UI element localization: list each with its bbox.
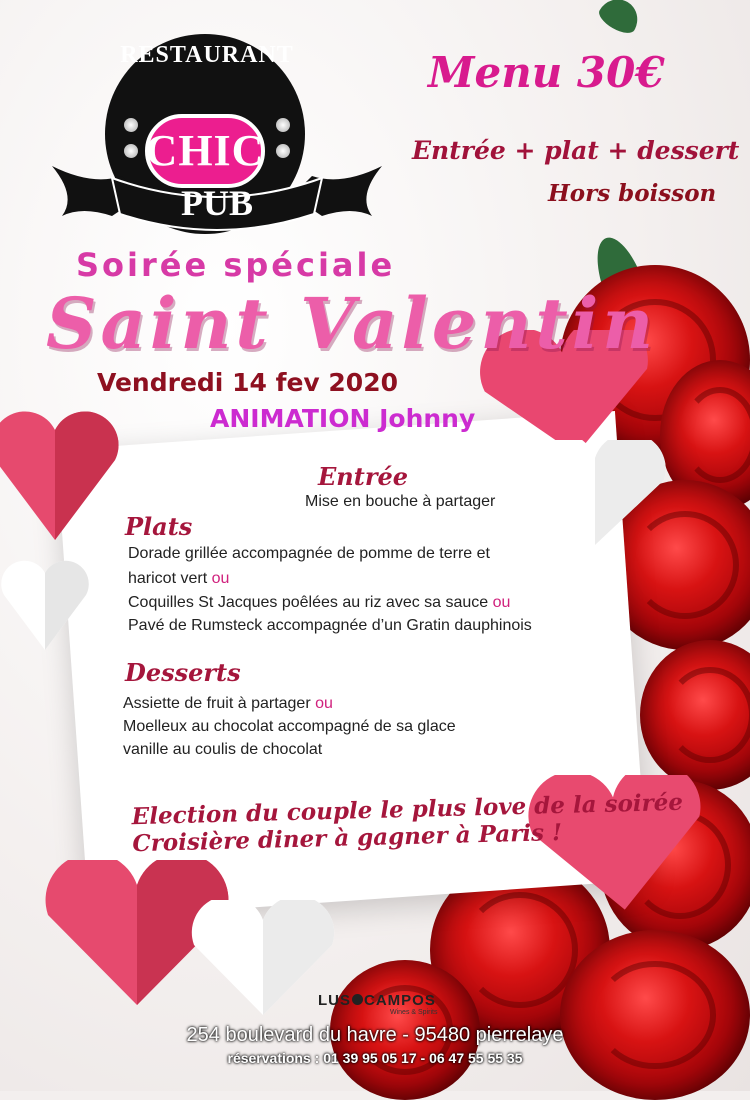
rose	[560, 930, 750, 1100]
menu-composition: Entrée + plat + dessert	[412, 136, 740, 165]
entree-title: Entrée	[318, 462, 409, 491]
plats-line-2	[128, 570, 229, 588]
footer-reservations: réservations : 01 39 95 05 17 - 06 47 55 55 35	[227, 1050, 523, 1066]
logo-pub-text: PUB	[181, 183, 253, 223]
event-date: Vendredi 14 fev 2020	[97, 368, 398, 397]
sponsor-tagline: Wines & Spirits	[390, 1009, 438, 1016]
event-subtitle: Soirée spéciale	[76, 246, 396, 284]
logo-restaurant-text: RESTAURANT	[120, 42, 294, 68]
desserts-line-3: vanille au coulis de chocolat	[123, 741, 323, 758]
white-heart	[520, 440, 670, 550]
or-word: ou	[211, 570, 230, 587]
contest-line-2: Croisière diner à gagner à Paris !	[132, 818, 563, 858]
gem-icon	[276, 118, 290, 132]
sponsor-dot-icon	[352, 994, 363, 1005]
plats-line-3-text: Coquilles St Jacques poêlées au riz avec sa sauce	[128, 594, 489, 611]
sponsor-name-right: CAMPOS	[364, 992, 436, 1009]
or-word: ou	[492, 594, 511, 611]
plats-line-2-text: haricot vert	[128, 570, 208, 587]
menu-price: Menu 30€	[428, 48, 665, 97]
plats-line-1: Dorade grillée accompagnée de pomme de terre et	[128, 545, 490, 562]
logo-chic-text: CHIC	[145, 126, 265, 175]
entree-item: Mise en bouche à partager	[305, 493, 496, 510]
or-word: ou	[315, 695, 333, 712]
desserts-line-2: Moelleux au chocolat accompagné de sa glace	[123, 718, 456, 735]
desserts-line-1	[123, 695, 333, 713]
desserts-title: Desserts	[125, 658, 241, 687]
plats-line-3	[128, 594, 510, 612]
white-heart	[0, 555, 90, 655]
event-title: Saint Valentin	[46, 282, 658, 365]
desserts-line-1-text: Assiette de fruit à partager	[123, 695, 311, 712]
event-animation: ANIMATION Johnny	[210, 404, 476, 433]
pink-heart	[0, 400, 120, 550]
sponsor-name-left: LUS	[318, 992, 351, 1009]
sponsor-logo	[318, 992, 436, 1009]
footer-address: 254 boulevard du havre - 95480 pierrelaye	[186, 1024, 564, 1046]
restaurant-logo	[52, 22, 382, 232]
contest-line-1: Election du couple le plus love de la soirée	[131, 788, 684, 831]
plats-line-4: Pavé de Rumsteck accompagnée d’un Gratin dauphinois	[128, 617, 532, 634]
gem-icon	[124, 118, 138, 132]
white-heart	[188, 900, 338, 1020]
plats-title: Plats	[125, 512, 193, 541]
menu-drinks-note: Hors boisson	[548, 180, 717, 207]
